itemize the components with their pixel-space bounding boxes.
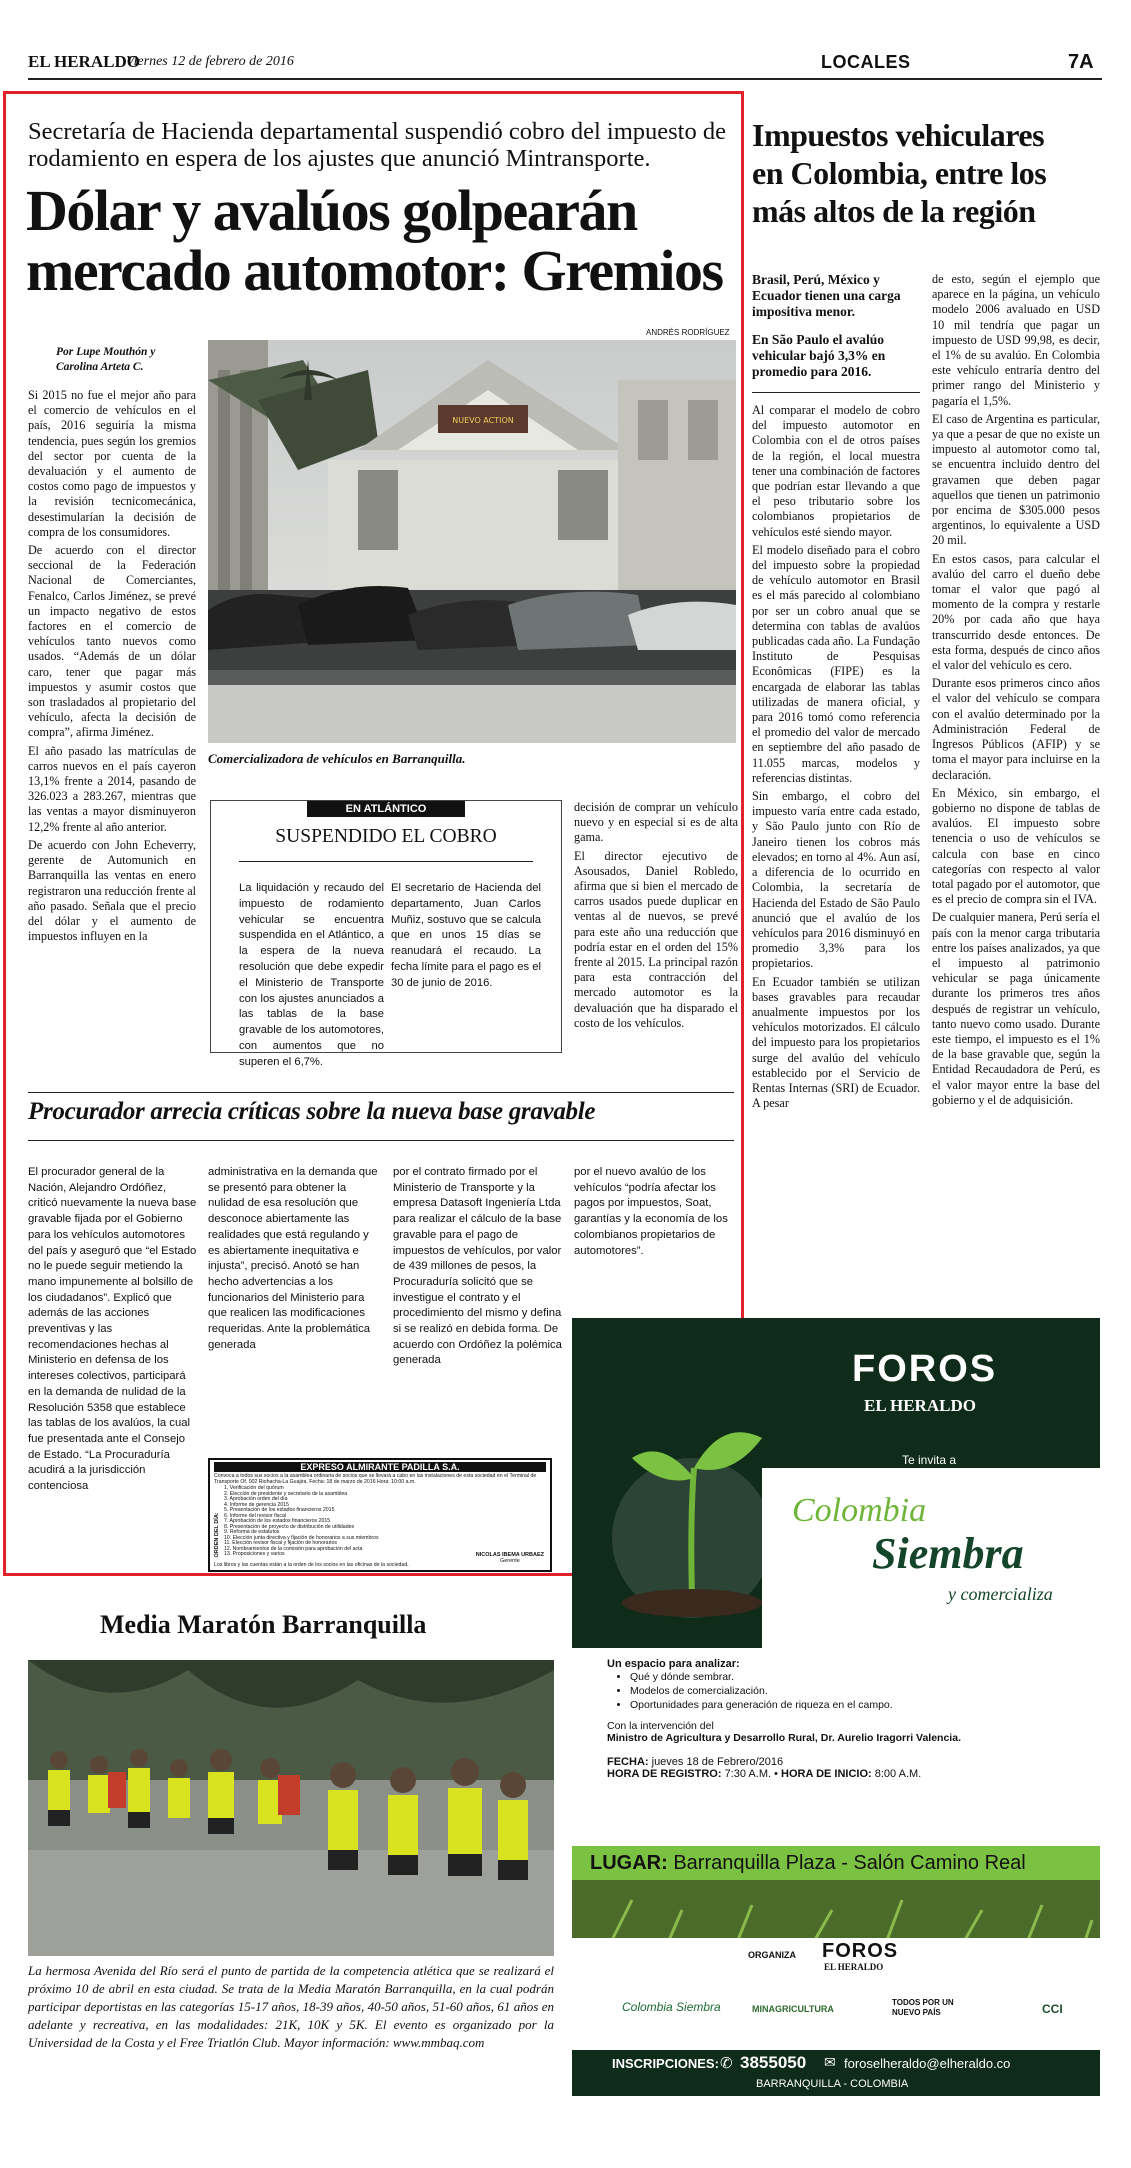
ad-brand: FOROS	[852, 1348, 998, 1390]
lead-colr-par2: El director ejecutivo de Asousados, Daniel Robledo, afirma que si bien el mercado de carros usados puede duplicar en ventas al de nuevos, se prevé para este año una reducción que podría estar en el orden del 15% frente al 2015. La principal razón para esta contracción del mercado automotor es la devaluación que ha disparado el costo de los vehículos.	[574, 848, 738, 1030]
notice-items	[224, 1486, 379, 1558]
paper-name: EL HERALDO	[28, 52, 140, 71]
notice-side-label: ORDEN DEL DÍA:	[214, 1512, 220, 1558]
sponsor-todos: TODOS POR UN NUEVO PAÍS	[892, 1998, 954, 2017]
ad-invite: Te invita a	[902, 1453, 957, 1467]
ad-sponsors	[572, 1938, 1100, 2050]
ad-logo-panel	[762, 1468, 1100, 1648]
right-sub2: En São Paulo el avalúo vehicular bajó 3,3% en promedio para 2016.	[752, 332, 886, 379]
sponsor-minagricultura: MINAGRICULTURA	[752, 2004, 834, 2014]
ad-inicio-label: HORA DE INICIO:	[781, 1768, 872, 1780]
sidebar-col2: El secretario de Hacienda del departamento, Juan Carlos Muñiz, sostuvo que se calcula que en unos 15 días se reanudará el recaudo. La fecha límite para el pago es el 30 de junio de 2016.	[391, 882, 541, 989]
right-column-2	[932, 272, 1100, 1111]
marathon-photo	[28, 1660, 554, 1956]
ad-bullets	[630, 1670, 1080, 1712]
right-sub1: Brasil, Perú, México y Ecuador tienen una carga impositiva menor.	[752, 272, 901, 319]
photo-credit: ANDRÉS RODRÍGUEZ	[646, 328, 730, 337]
lead-col1-par2: De acuerdo con el director seccional de la Federación Nacional de Comerciantes, Fenalco, Carlos Jiménez, se prevé un impacto negativo de estos factores en el comercio de vehículos tanto nuevos como usados. “Además de un dólar caro, tener que pagar más impuestos y asumir costos que son trasladados al propietario del vehículo, afecta la decisión de compra”, afirma Jiménez.	[28, 543, 196, 740]
lead-column-1	[28, 388, 196, 947]
notice-item: 3. Aprobación orden del día	[224, 1496, 288, 1502]
sidebar-tag: EN ATLÁNTICO	[307, 801, 465, 817]
sidebar-rule	[239, 861, 533, 862]
right-sub-rule	[752, 392, 920, 393]
lead-photo	[208, 340, 736, 743]
ad-inscripciones	[572, 2050, 1100, 2096]
lead-headline-line2: mercado automotor: Gremios	[26, 238, 723, 303]
notice-item: 11. Elección revisor fiscal y fijación de honorarios	[224, 1540, 337, 1546]
sidebar-box	[210, 800, 562, 1068]
sprout-graphic	[602, 1398, 782, 1618]
foros-ad	[572, 1318, 1100, 2096]
ad-lugar-bar	[572, 1846, 1100, 1880]
ad-logo-line1: Colombia	[792, 1492, 927, 1529]
sponsor-cci: CCI	[1042, 2002, 1063, 2016]
ad-lugar-value: Barranquilla Plaza - Salón Camino Real	[673, 1852, 1026, 1874]
right-col2-par5: En México, sin embargo, el gobierno no dispone de tablas de avalúos. El impuesto sobre tenencia o uso de vehículos se calcula con base en cinco categorías con respecto al valor total pagado por el automotor, que es el precio de compra sin el IVA.	[932, 785, 1100, 907]
notice-item: 10. Elección junta directiva y fijación de honorarios a sus miembros	[224, 1534, 379, 1541]
notice-signer	[476, 1552, 544, 1564]
marathon-caption: La hermosa Avenida del Río será el punto de partida de la competencia atlética que se realizará el próximo 10 de abril en esta ciudad. Se trata de la Media Maratón Barranquilla, en la cual podrán participar deportistas en las categorías 15-17 años, 18-39 años, 40-50 años, 51-60 años, 61 años en adelante y recreativa, en las modalidades: 21K, 10K y 5K. El evento es organizado por la Universidad de la Costa y el Free Triatlón Club. Mayor información: www.mmbaq.com	[28, 1963, 554, 2050]
notice-signer-name: NICOLAS IBEMA URBAEZ	[475, 1552, 544, 1558]
ad-fecha-label: FECHA:	[607, 1756, 649, 1768]
ad-intervention-line2: Ministro de Agricultura y Desarrollo Rural, Dr. Aurelio Iragorri Valencia.	[607, 1732, 961, 1744]
procurador-col4: por el nuevo avalúo de los vehículos “podría afectar los pagos por impuestos, Soat, garantías y la economía de los colombianos propietarios de automotores”.	[574, 1166, 728, 1257]
ad-bullet: • Oportunidades para generación de riqueza en el campo.	[630, 1698, 1080, 1712]
notice-item: 12. Nombramientos de la comisión para aprobación del acta	[224, 1545, 363, 1552]
ad-brand-sub: EL HERALDO	[864, 1396, 976, 1415]
byline-line1: Por Lupe Mouthón y	[56, 346, 156, 358]
page-number: 7A	[1068, 51, 1094, 73]
mail-icon: ✉	[824, 2054, 836, 2070]
procurador-rule-bottom	[28, 1140, 734, 1141]
lead-column-right	[574, 800, 738, 1034]
procurador-headline: Procurador arrecia críticas sobre la nueva base gravable	[28, 1098, 596, 1125]
notice-item: 7. Aprobación de los estados financieros 2015	[224, 1518, 331, 1524]
lead-col1-par4: De acuerdo con John Echeverry, gerente de Automunich en Barranquilla las ventas en enero registraron una reducción frente al año pasado. Señala que el precio del dólar y el aumento de impuestos influyen en la	[28, 837, 196, 944]
procurador-col2: administrativa en la demanda que se presentó para obtener la nulidad de esa resolución que desconoce abiertamente las realidades que está regulando y es abiertamente inequitativa e injusta”, precisó. Anotó se han hecho advertencias a los funcionarios del Ministerio para que realicen las modificaciones requeridas. Ante la problemática generada	[208, 1166, 378, 1351]
notice-item: 5. Presentación de los estados financieros 2015	[224, 1507, 335, 1513]
ad-intervention-line1: Con la intervención del	[607, 1720, 714, 1732]
notice-signer-role: Gerente	[499, 1558, 520, 1564]
ad-registro-value: 7:30 A.M.	[724, 1768, 772, 1780]
marathon-headline: Media Maratón Barranquilla	[100, 1610, 427, 1639]
notice-title: EXPRESO ALMIRANTE PADILLA S.A.	[214, 1462, 546, 1472]
ad-lugar-label: LUGAR:	[590, 1852, 668, 1874]
right-headline	[752, 116, 1102, 230]
section-name: LOCALES	[821, 52, 911, 72]
right-col1-par2: El modelo diseñado para el cobro del impuesto sobre la propiedad de vehículo automotor en Brasil es el más parecido al colombiano por ser un cobro anual que se determina con tablas de avalúos publicadas cada año. La Fundação Instituto de Pesquisas Econômicas (FIPE) es la encargada de elaborar las tablas utilizadas de manera oficial, y para 2016 tomó como referencia el promedio del valor de mercado en septiembre del año pasado de 11.055 marcas, modelos y referencias distintas.	[752, 542, 920, 785]
right-col1-par4: En Ecuador también se utilizan bases gravables para recaudar anualmente impuestos por los vehículos motorizados. El cálculo del impuesto para los propietarios surge del avalúo del vehículo establecido por el Servicio de Rentas Internas (SRI) de Ecuador. A pesar	[752, 974, 920, 1111]
ad-logo-line3: y comercializa	[948, 1584, 1053, 1604]
right-col1-par1: Al comparar el modelo de cobro del impuesto automotor en Colombia con el de otros países de la región, el local muestra tener una combinación de factores que podrían estar llevando a que el peso tributario sobre los colombianos propietarios de vehículos esté siendo mayor.	[752, 403, 920, 539]
ad-info-panel	[572, 1648, 1100, 1898]
lead-col1-par3: El año pasado las matrículas de carros nuevos en el país cayeron 13,1% frente a 2014, pasando de 326.023 a 283.267, mientras que las ventas a mayor disminuyeron 12,2% frente al año anterior.	[28, 743, 196, 834]
notice-item: 1. Verificación del quórum	[224, 1485, 284, 1491]
photo-sign: NUEVO ACTION	[452, 416, 514, 425]
notice-item: 6. Informe del revisor fiscal	[224, 1512, 286, 1519]
notice-item: 9. Reforma de estatutos	[224, 1529, 280, 1535]
lead-photo-caption: Comercializadora de vehículos en Barranquilla.	[208, 751, 466, 766]
ad-bullet: • Qué y dónde sembrar.	[630, 1670, 1080, 1684]
notice-item: 13. Proposiciones y varios	[224, 1551, 285, 1557]
lead-kicker: Secretaría de Hacienda departamental suspendió cobro del impuesto de rodamiento en espera de los ajustes que anunció Mintransporte.	[28, 118, 726, 172]
right-headline-line2: en Colombia, entre los	[752, 155, 1047, 191]
ad-registro-label: HORA DE REGISTRO:	[607, 1768, 722, 1780]
legal-notice	[208, 1458, 552, 1572]
ad-organiza: ORGANIZA	[748, 1950, 796, 1960]
masthead-rule	[28, 78, 1102, 80]
right-col2-par2: El caso de Argentina es particular, ya que a pesar de que no existe un impuesto al automotor como tal, se encuentra incluido dentro del gravamen que deben pagar aquellos que tienen un patrimonio por encima de $305.000 pesos argentinos, lo equivalente a USD 20 mil.	[932, 411, 1100, 548]
lead-colr-par1: decisión de comprar un vehículo nuevo y en especial si es de alta gama.	[574, 800, 738, 845]
notice-footer: Los libros y las cuentas están a la orden de los socios en las oficinas de la sociedad.	[214, 1562, 409, 1568]
ad-analyze-title: Un espacio para analizar:	[607, 1658, 740, 1670]
byline-line2: Carolina Arteta C.	[56, 361, 144, 373]
right-col2-par1: de esto, según el ejemplo que aparece en la página, un vehículo modelo 2006 avaluado en USD 10 mil tendría que pagar un impuesto de USD 99,98, es decir, el 1% de su avalúo. En Colombia este vehículo entraría dentro del primer rango del Ministerio y pagaría el 1,5%.	[932, 272, 1100, 408]
masthead	[28, 50, 1102, 78]
ad-logo-line2: Siembra	[872, 1529, 1024, 1578]
procurador-col3: por el contrato firmado por el Ministerio de Transporte y la empresa Datasoft Ingeniería Ltda para realizar el cálculo de la base gravable para el pago de impuestos de vehículos, por valor de 439 millones de pesos, la Procuraduría solicitó que se investigue el contrato y el procedimiento del mismo y defina si se realizó en debida forma. De acuerdo con Ordóñez la polémica generada	[393, 1166, 562, 1367]
ad-inicio-value: 8:00 A.M.	[874, 1768, 922, 1780]
right-col1-par3: Sin embargo, el cobro del impuesto varía entre cada estado, y São Paulo junto con Río de Janeiro tienen los cobros más elevados; en torno al 4%. Aun así, a diferencia de lo ocurrido en Colombia, la secretaría de Hacienda del Estado de São Paulo anunció que el avalúo de los vehículos para 2016 disminuyó en promedio 3,3% para los propietarios.	[752, 789, 920, 971]
ad-org-sub: EL HERALDO	[824, 1962, 884, 1972]
lead-col1-par1: Si 2015 no fue el mejor año para el comercio de vehículos en el país, 2016 seguiría la misma tendencia, pues según los gremios del sector por cuenta de la devaluación y el aumento de costos como pago de impuestos y la revisión tecnicomecánica, desestimularían la decisión de compra de los consumidores.	[28, 388, 196, 539]
ad-fecha	[607, 1756, 1080, 1768]
sponsor-colombia-siembra: Colombia Siembra	[622, 2000, 721, 2014]
procurador-rule	[28, 1092, 734, 1093]
ad-horas: HORA DE REGISTRO: 7:30 A.M. • HORA DE INICIO: 8:00 A.M.	[607, 1768, 922, 1780]
ad-org-brand: FOROS	[822, 1940, 899, 1962]
notice-item: 4. Informe de gerencia 2015	[224, 1501, 289, 1508]
ad-inscripciones-label: INSCRIPCIONES:	[612, 2056, 719, 2071]
right-col2-par6: De cualquier manera, Perú sería el país con la menor carga tributaria entre los países analizados, ya que el impuesto al patrimonio vehicular se paga únicamente durante los primeros tres años después de registrar un vehículo, tanto nuevo como usado. Durante este tiempo, el impuesto es el 1% de la base gravable que, según la Entidad Recaudadora de Perú, es el valor mayor entre la base del gobierno y el de adquisición.	[932, 910, 1100, 1107]
notice-item: 2. Elección de presidente y secretario de la asamblea	[224, 1490, 348, 1497]
right-column-1	[752, 272, 920, 1114]
ad-fecha-value: jueves 18 de Febrero/2016	[651, 1756, 784, 1768]
notice-item: 8. Presentación de proyecto de distribución de utilidades	[224, 1523, 355, 1530]
issue-date: Viernes 12 de febrero de 2016	[126, 54, 294, 69]
procurador-col1: El procurador general de la Nación, Alejandro Ordóñez, criticó nuevamente la nueva base gravable fijada por el Gobierno para los vehículos automotores del país y aseguró que “el Estado no le puede seguir metiendo la mano impunemente al bolsillo de los ciudadanos”. Explicó que además de las acciones preventivas y las recomendaciones hechas al Ministerio en defensa de los intereses colectivos, participará en la demanda de nulidad de la Resolución 5358 que establece las tablas de los avalúos, la cual fue presentada ante el Consejo de Estado. “La Procuraduría acudirá a la jurisdicción contenciosa	[28, 1166, 197, 1493]
ad-phone[interactable]: 3855050	[740, 2053, 807, 2072]
ad-email[interactable]: foroselheraldo@elheraldo.co	[844, 2056, 1011, 2071]
phone-icon: ✆	[720, 2055, 733, 2072]
right-headline-line1: Impuestos vehiculares	[752, 117, 1045, 153]
ad-city: BARRANQUILLA - COLOMBIA	[756, 2078, 909, 2090]
right-col2-par4: Durante esos primeros cinco años el valor del vehículo se compara con el avalúo determinado por la Administración Federal de Ingresos Públicos (AFIP) y se toma el mayor para incluirse en la declaración.	[932, 676, 1100, 782]
right-col2-par3: En estos casos, para calcular el avalúo del carro el dueño debe tomar el valor que pagó al momento de la compra y restarle 20% por cada año que haya transcurrido desde entonces. De esta forma, después de cinco años el valor del vehículo es cero.	[932, 551, 1100, 673]
lead-headline-line1: Dólar y avalúos golpearán	[26, 178, 637, 243]
sidebar-title: SUSPENDIDO EL COBRO	[275, 826, 497, 847]
byline	[56, 345, 155, 375]
right-headline-line3: más altos de la región	[752, 193, 1036, 229]
ad-bullet: • Modelos de comercialización.	[630, 1684, 1080, 1698]
notice-intro: Convoca a todos sus socios a la asamblea ordinaria de socios que se llevará a cabo en las instalaciones de esta sociedad en el Terminal de Transporte Of. 002 Riohacha-La Guajira. Fecha: 18 de marzo de 2016 Hora: 10:00 a.m.	[214, 1473, 537, 1485]
sidebar-col1: La liquidación y recaudo del impuesto de rodamiento vehicular se encuentra suspendida en el Atlántico, a la espera de la nueva resolución que debe expedir el Ministerio de Transporte con los ajustes anunciados a las tablas de la base gravable de los automotores, con aumentos que no superen el 6,7%.	[239, 882, 384, 1068]
